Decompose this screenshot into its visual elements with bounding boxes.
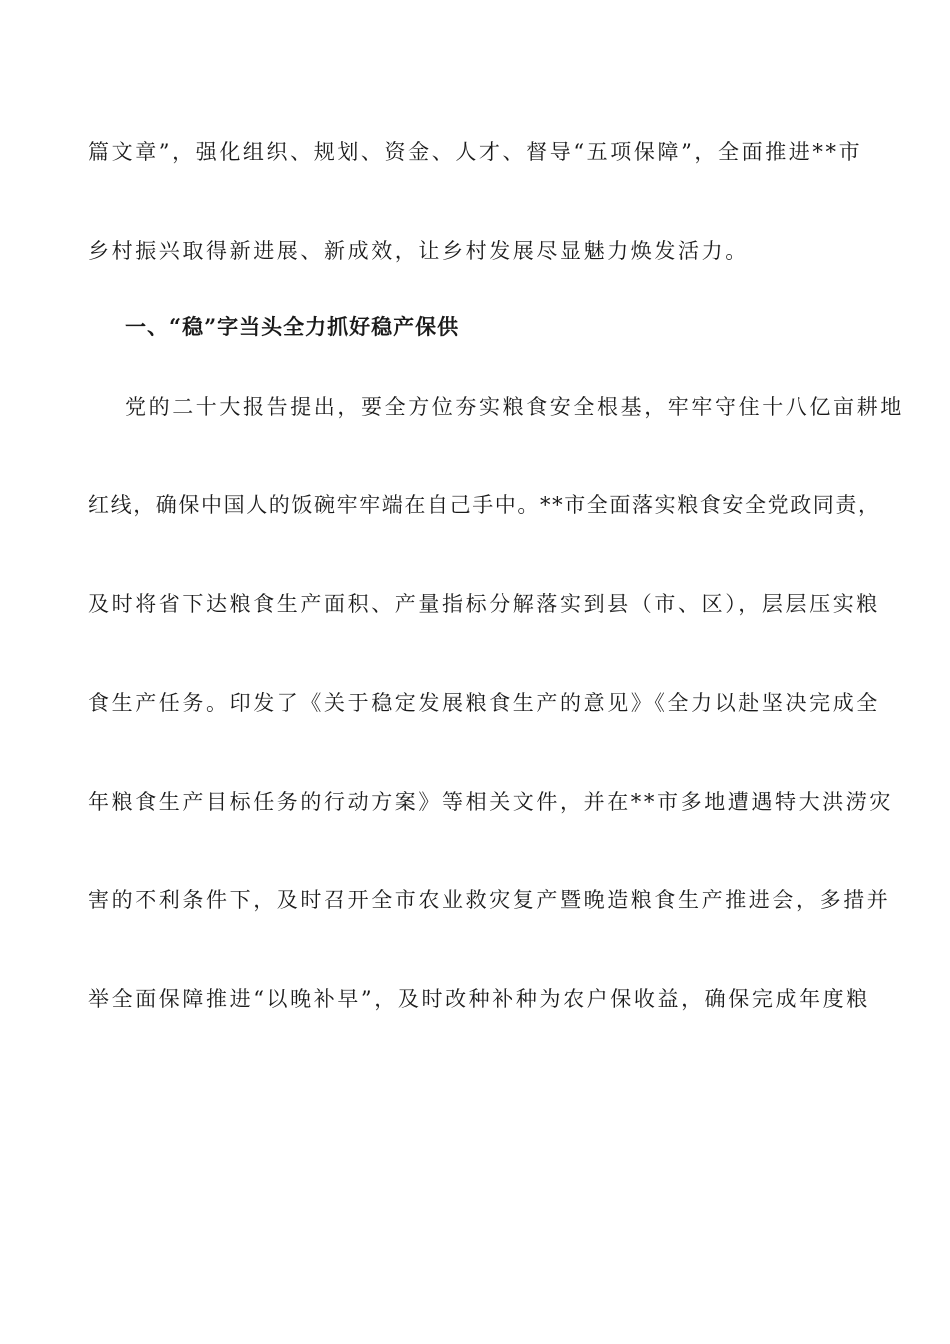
paragraph-line: 举全面保障推进“以晚补早”，及时改种补种为农户保收益，确保完成年度粮	[88, 987, 870, 1011]
paragraph-line: 篇文章”，强化组织、规划、资金、人才、督导“五项保障”，全面推进**市	[88, 140, 863, 164]
paragraph-line: 年粮食生产目标任务的行动方案》等相关文件，并在**市多地遭遇特大洪涝灾	[88, 790, 893, 814]
section-heading: 一、“稳”字当头全力抓好稳产保供	[125, 314, 460, 339]
paragraph-line: 食生产任务。印发了《关于稳定发展粮食生产的意见》《全力以赴坚决完成全	[88, 691, 880, 715]
paragraph-line: 害的不利条件下，及时召开全市农业救灾复产暨晚造粮食生产推进会，多措并	[88, 888, 891, 912]
paragraph-line: 党的二十大报告提出，要全方位夯实粮食安全根基，牢牢守住十八亿亩耕地	[125, 395, 904, 419]
paragraph-line: 红线，确保中国人的饭碗牢牢端在自己手中。**市全面落实粮食安全党政同责，	[88, 493, 881, 517]
paragraph-line: 乡村振兴取得新进展、新成效，让乡村发展尽显魅力焕发活力。	[88, 239, 749, 263]
paragraph-line: 及时将省下达粮食生产面积、产量指标分解落实到县（市、区），层层压实粮	[88, 592, 880, 616]
